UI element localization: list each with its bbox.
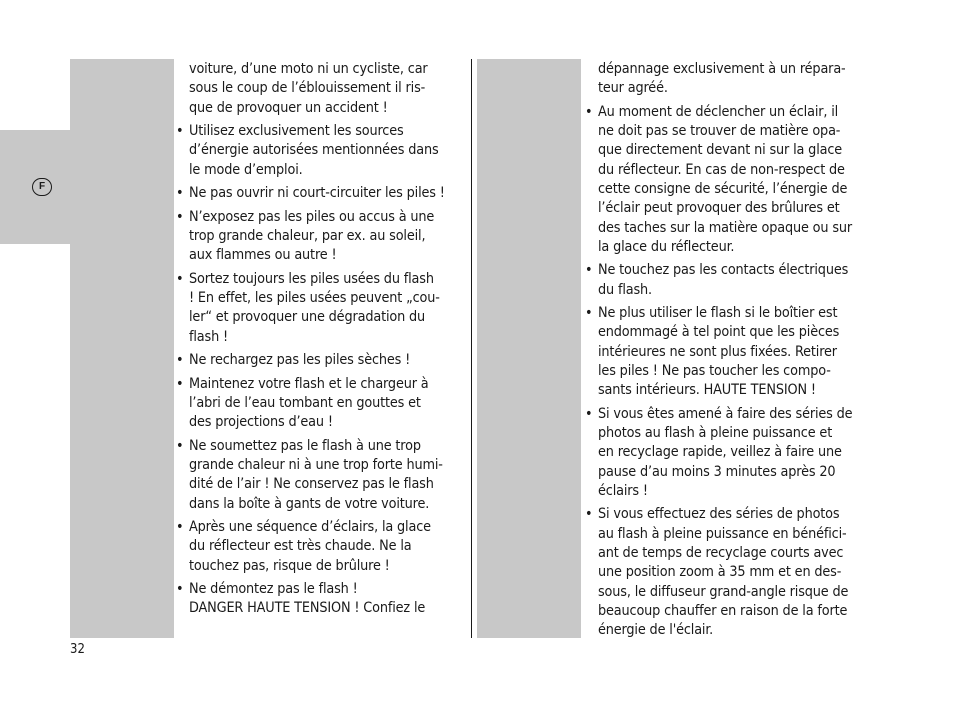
right-margin-band: [477, 59, 581, 638]
page-number: 32: [70, 642, 85, 657]
continued-paragraph: voiture, d’une moto ni un cycliste, car sous le coup de l’éblouissement il ris- que de provoquer un accident !: [189, 61, 428, 116]
bullet-item: • Au moment de déclencher un éclair, il ne doit pas se trouver de matière opa- que directement devant ni sur la glace du réflecteur. En cas de non-respect de cette consigne de sécurité, l’énergie de l’éclair peut provoquer des brûlures et des taches sur la matière opaque ou sur la glace du réflecteur.: [585, 103, 877, 257]
bullet-item: • Ne pas ouvrir ni court-circuiter les piles !: [176, 184, 468, 203]
bullet-item: • Maintenez votre flash et le chargeur à l’abri de l’eau tombant en gouttes et des projections d’eau !: [176, 375, 468, 433]
bullet-item: • Si vous êtes amené à faire des séries de photos au flash à pleine puissance et en recyclage rapide, veillez à faire une pause d’au moins 3 minutes après 20 éclairs !: [585, 405, 877, 501]
left-text-column: [176, 60, 468, 623]
bullet-item: • Ne démontez pas le flash ! DANGER HAUTE TENSION ! Confiez le: [176, 580, 468, 619]
bullet-item: • Ne soumettez pas le flash à une trop grande chaleur ni à une trop forte humi- dité de l’air ! Ne conservez pas le flash dans la boîte à gants de votre voiture.: [176, 437, 468, 514]
bullet-item: • Après une séquence d’éclairs, la glace du réflecteur est très chaude. Ne la touchez pas, risque de brûlure !: [176, 518, 468, 576]
left-margin-band: [70, 59, 174, 638]
bullet-item: • Sortez toujours les piles usées du flash ! En effet, les piles usées peuvent „cou- ler“ et provoquer une dégradation du flash !: [176, 270, 468, 347]
bullet-item: • Ne touchez pas les contacts électriques du flash.: [585, 261, 877, 300]
bullet-item: • N’exposez pas les piles ou accus à une trop grande chaleur, par ex. au soleil, aux flammes ou autre !: [176, 208, 468, 266]
right-text-column: [585, 60, 877, 645]
bullet-item: • Ne rechargez pas les piles sèches !: [176, 351, 468, 370]
bullet-item: • Ne plus utiliser le flash si le boîtier est endommagé à tel point que les pièces intérieures ne sont plus fixées. Retirer les piles ! Ne pas toucher les compo- sants intérieurs. HAUTE TENSION !: [585, 304, 877, 400]
bullet-item: • Utilisez exclusivement les sources d’énergie autorisées mentionnées dans le mode d’emploi.: [176, 122, 468, 180]
continued-paragraph: dépannage exclusivement à un répara- teur agréé.: [598, 61, 846, 97]
language-badge: F: [32, 178, 52, 196]
bullet-item: • Si vous effectuez des séries de photos au flash à pleine puissance en bénéfici- ant de temps de recyclage courts avec une position zoom à 35 mm et en des- sous, le diffuseur grand-angle risque de beaucoup chauffer en raison de la forte énergie de l'éclair.: [585, 505, 877, 640]
column-divider: [471, 59, 472, 638]
